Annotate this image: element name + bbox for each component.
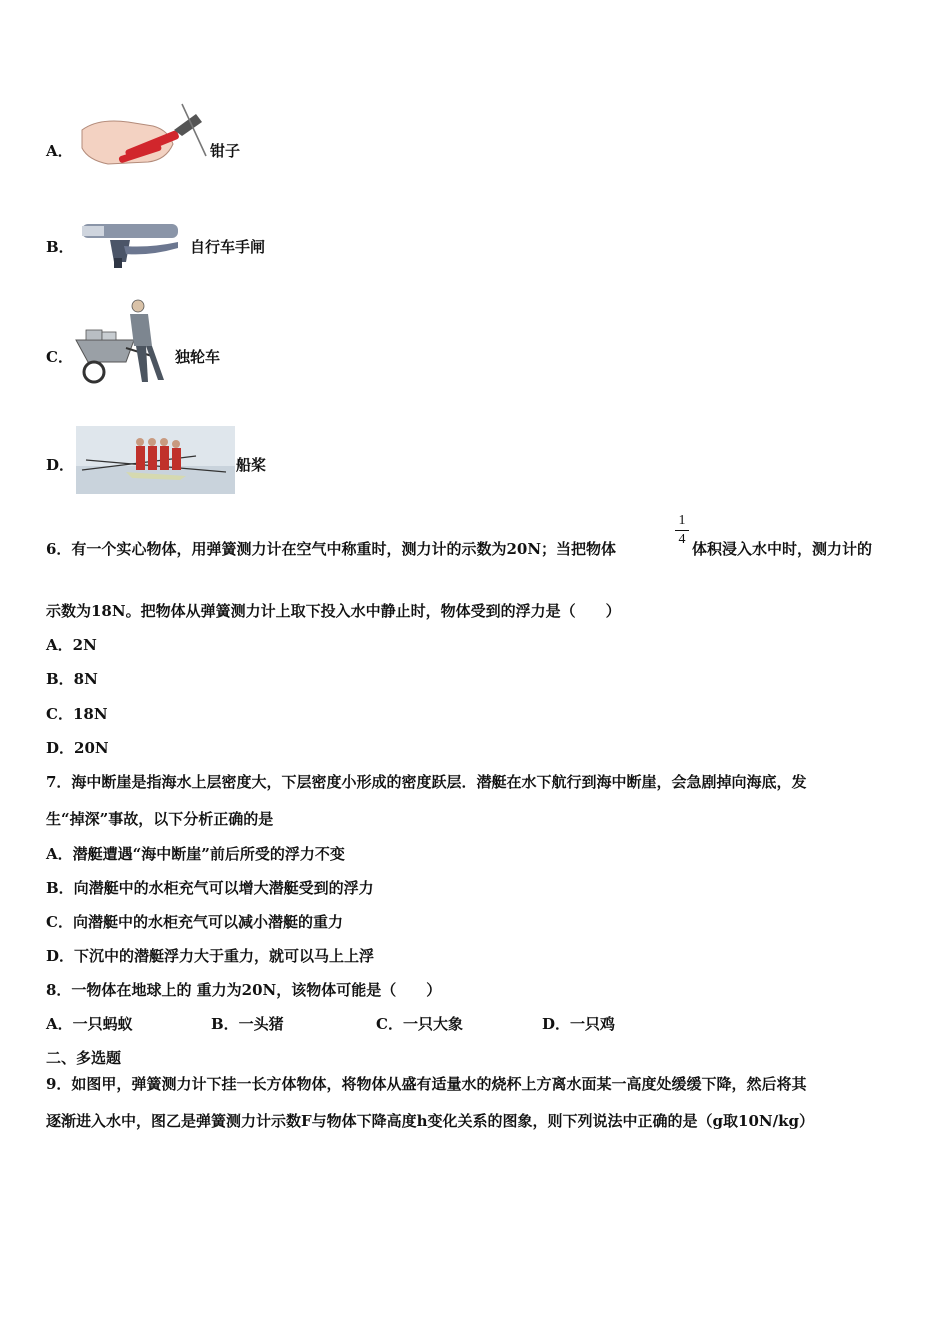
q7-option-d: D．下沉中的潜艇浮力大于重力，就可以马上上浮 [46, 947, 375, 965]
option-a-label: A． [46, 142, 73, 160]
fraction-denominator: 4 [678, 532, 686, 547]
section-title-multiple-choice: 二、多选题 [46, 1049, 122, 1067]
q6-option-a: A．2N [46, 636, 97, 654]
wheelbarrow-icon [72, 296, 172, 388]
option-b-label: B． [46, 238, 74, 256]
q8-option-d: D．一只鸡 [542, 1015, 616, 1033]
q6-text-part1: 6．有一个实心物体，用弹簧测力计在空气中称重时，测力计的示数为20N；当把物体 [46, 540, 617, 558]
q6-option-c: C．18N [46, 705, 108, 723]
bicycle-brake-icon [80, 218, 184, 270]
option-d-caption: 船桨 [236, 456, 267, 474]
pliers-icon [78, 100, 208, 175]
q6-option-b: B．8N [46, 670, 98, 688]
q6-option-d: D．20N [46, 739, 109, 757]
q8-option-c: C．一只大象 [376, 1015, 463, 1033]
q6-fraction [675, 513, 689, 548]
rowing-boat-icon [76, 426, 235, 494]
fraction-numerator: 1 [678, 513, 686, 528]
q7-option-c: C．向潜艇中的水柜充气可以减小潜艇的重力 [46, 913, 343, 931]
q8-text-line1: 8．一物体在地球上的 重力为20N，该物体可能是（ ） [46, 981, 442, 999]
option-a-caption: 钳子 [210, 142, 241, 160]
option-c-caption: 独轮车 [175, 348, 221, 366]
q9-text-line1: 9．如图甲，弹簧测力计下挂一长方体物体，将物体从盛有适量水的烧杯上方离水面某一高度处缓缓下降，然后将其 [46, 1075, 807, 1093]
option-c-label: C． [46, 348, 73, 366]
q6-text-line2: 示数为18N。把物体从弹簧测力计上取下投入水中静止时，物体受到的浮力是（ ） [46, 602, 621, 620]
q7-text-line2: 生“掉深”事故，以下分析正确的是 [46, 810, 274, 828]
fraction-bar [675, 530, 689, 531]
option-b-caption: 自行车手闸 [190, 238, 266, 256]
option-d-label: D． [46, 456, 75, 474]
q9-text-line2: 逐渐进入水中，图乙是弹簧测力计示数F与物体下降高度h变化关系的图象，则下列说法中正确的是（g取10N/kg） [46, 1112, 814, 1130]
q8-option-a: A．一只蚂蚁 [46, 1015, 133, 1033]
q7-option-a: A．潜艇遭遇“海中断崖”前后所受的浮力不变 [46, 845, 345, 863]
q7-option-b: B．向潜艇中的水柜充气可以增大潜艇受到的浮力 [46, 879, 374, 897]
q7-text-line1: 7．海中断崖是指海水上层密度大，下层密度小形成的密度跃层．潜艇在水下航行到海中断崖，会急剧掉向海底，发 [46, 773, 807, 791]
q8-option-b: B．一头猪 [211, 1015, 284, 1033]
q6-text-part2: 体积浸入水中时，测力计的 [692, 540, 873, 558]
